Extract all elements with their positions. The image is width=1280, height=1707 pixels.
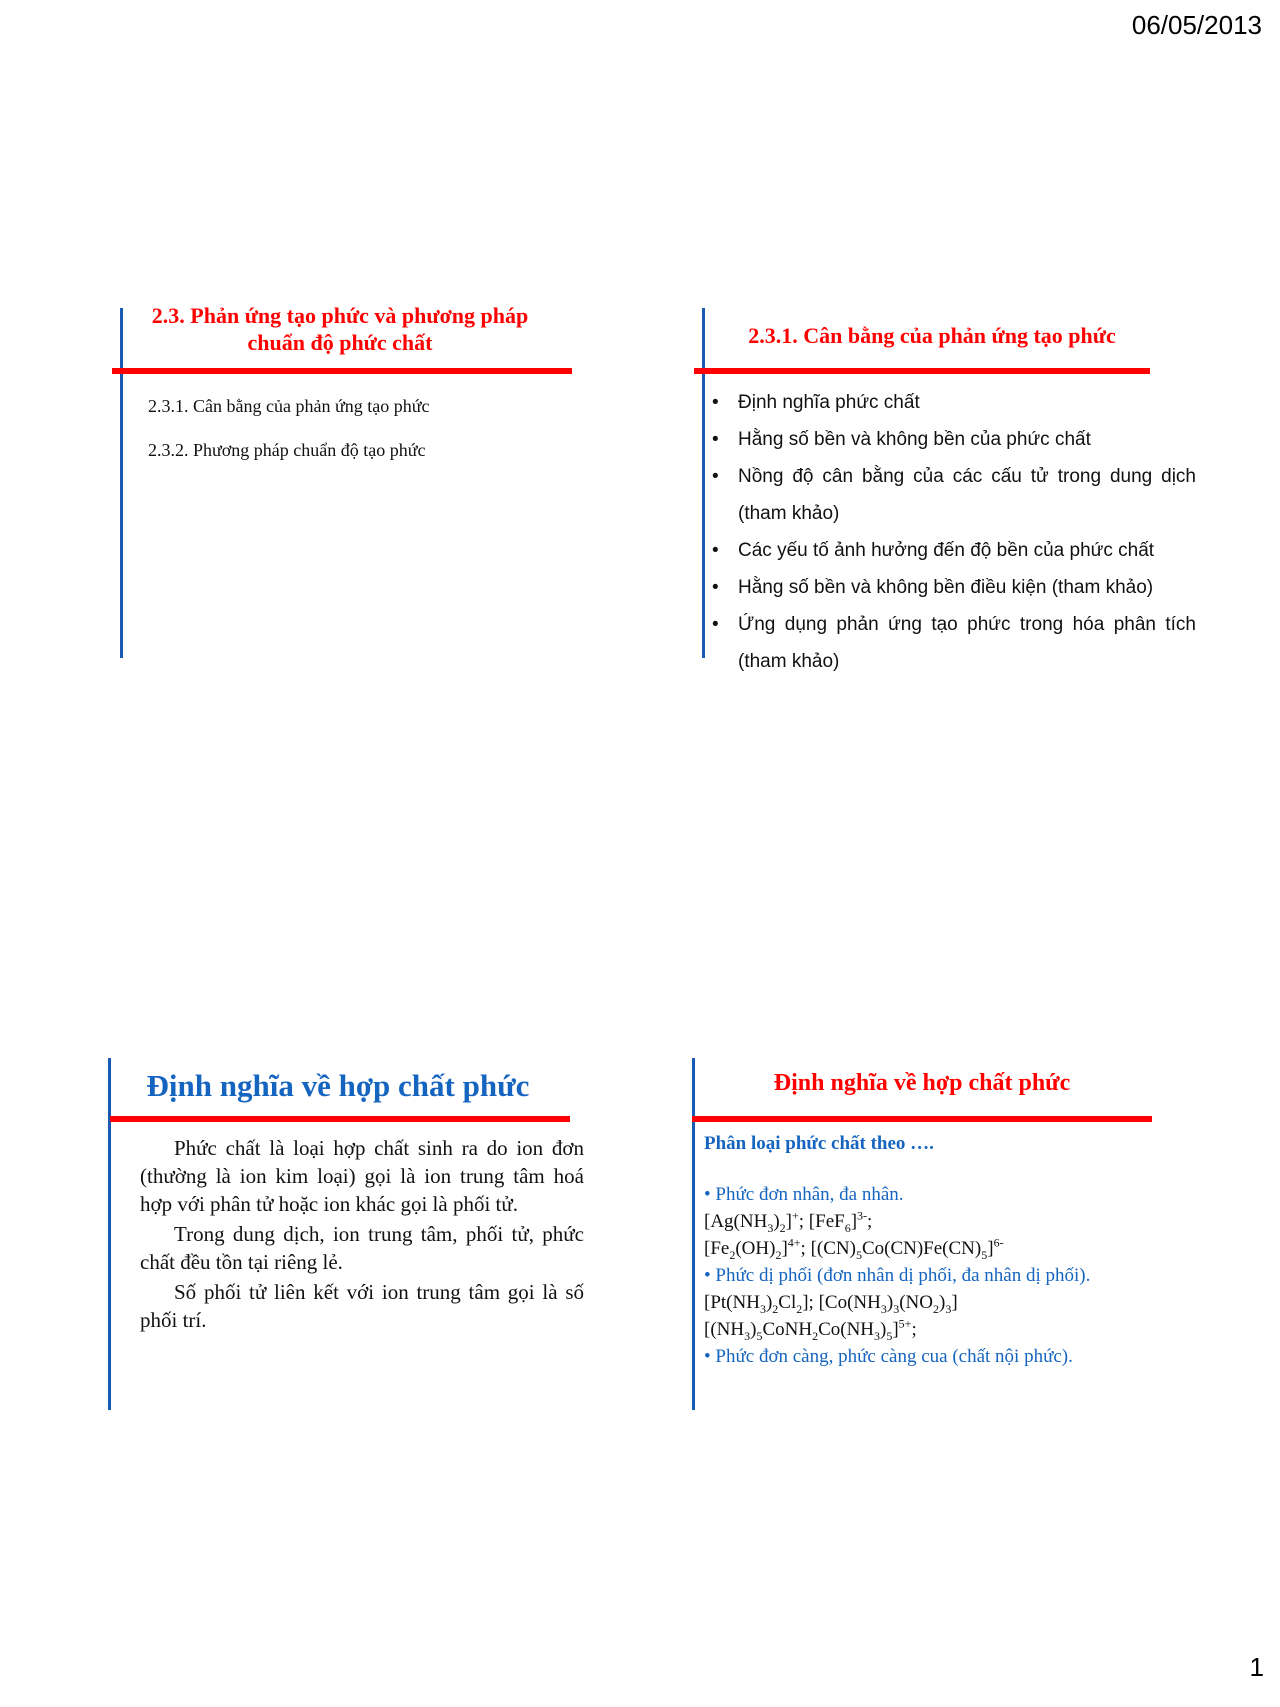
list-item-text: Nồng độ cân bằng của các cấu tử trong dung dịch (tham khảo) <box>738 466 1196 524</box>
bullet-icon: • <box>712 614 719 635</box>
formula-line: $[Pt(NH_3)_2Cl_2]$; $[Co(NH_3)_3(NO_2)_3]$ <box>704 1292 958 1316</box>
toc-item-2-3-1: 2.3.1. Cân bằng của phản ứng tạo phức <box>148 396 430 416</box>
slide-body <box>140 1134 584 1336</box>
classification-item: • Phức đơn càng, phức càng cua (chất nội phức). <box>704 1346 1073 1367</box>
list-item-text: Hằng số bền và không bền của phức chất <box>738 429 1091 450</box>
slide-title: 2.3. Phản ứng tạo phức và phương pháp chuẩn độ phức chất <box>151 303 529 355</box>
list-item-text: Định nghĩa phức chất <box>738 392 920 413</box>
subheading: Phân loại phức chất theo …. <box>704 1133 934 1154</box>
classification-item: • Phức dị phối (đơn nhân dị phối, đa nhân dị phối). <box>704 1265 1091 1286</box>
list-item <box>708 458 1196 532</box>
list-item <box>708 606 1196 680</box>
bullet-icon: • <box>712 540 719 561</box>
list-item-text: Các yếu tố ảnh hưởng đến độ bền của phức chất <box>738 540 1155 561</box>
slide-body <box>704 1130 1194 1370</box>
slide-2 <box>702 308 1196 672</box>
slide-1 <box>120 303 580 658</box>
bullet-icon: • <box>712 466 719 487</box>
bullet-icon: • <box>712 577 719 598</box>
slide-vertical-bar <box>120 308 123 658</box>
bullet-icon: • <box>712 429 719 450</box>
list-item <box>708 532 1196 569</box>
formula-line: $[Fe_2(OH)_2]^{4+}$; $[(CN)_5Co(CN)Fe(CN)_5]^{6-}$ <box>704 1235 1004 1262</box>
formula-line: $[(NH_3)_5CoNH_2Co(NH_3)_5]^{5+}$; <box>704 1316 917 1343</box>
slide-title-underline <box>692 1116 1152 1122</box>
list-item-text: Hằng số bền và không bền điều kiện (tham khảo) <box>738 577 1154 598</box>
formula-line: $[Ag(NH_3)_2]^+$; $[FeF_6]^{3-}$; <box>704 1208 873 1235</box>
page-number: 1 <box>1249 1652 1264 1682</box>
paragraph: Phức chất là loại hợp chất sinh ra do ion đơn (thường là ion kim loại) gọi là ion trung tâm hoá hợp với phân tử hoặc ion khác gọi là phối tử. <box>140 1136 584 1216</box>
date-header: 06/05/2013 <box>1131 10 1262 40</box>
slide-3 <box>108 1058 598 1410</box>
slide-title-underline <box>694 368 1150 374</box>
slide-title: 2.3.1. Cân bằng của phản ứng tạo phức <box>748 323 1116 348</box>
bullet-list <box>708 384 1196 680</box>
paragraph: Số phối tử liên kết với ion trung tâm gọi là số phối trí. <box>140 1280 584 1332</box>
slide-4 <box>692 1058 1192 1410</box>
paragraph: Trong dung dịch, ion trung tâm, phối tử, phức chất đều tồn tại riêng lẻ. <box>140 1222 584 1274</box>
bullet-icon: • <box>712 392 719 413</box>
slide-vertical-bar <box>702 308 705 658</box>
list-item-text: Ứng dụng phản ứng tạo phức trong hóa phân tích (tham khảo) <box>738 614 1196 672</box>
slide-vertical-bar <box>692 1058 695 1410</box>
list-item <box>708 421 1196 458</box>
toc-item-2-3-2: 2.3.2. Phương pháp chuẩn độ tạo phức <box>148 440 426 460</box>
list-item <box>708 569 1196 606</box>
slide-title: Định nghĩa về hợp chất phức <box>773 1070 1071 1096</box>
slide-title-underline <box>112 368 572 374</box>
list-item <box>708 384 1196 421</box>
slide-title-underline <box>110 1116 570 1122</box>
slide-title: Định nghĩa về hợp chất phức <box>146 1068 530 1103</box>
classification-item: • Phức đơn nhân, đa nhân. <box>704 1184 904 1205</box>
slide-vertical-bar <box>108 1058 111 1410</box>
